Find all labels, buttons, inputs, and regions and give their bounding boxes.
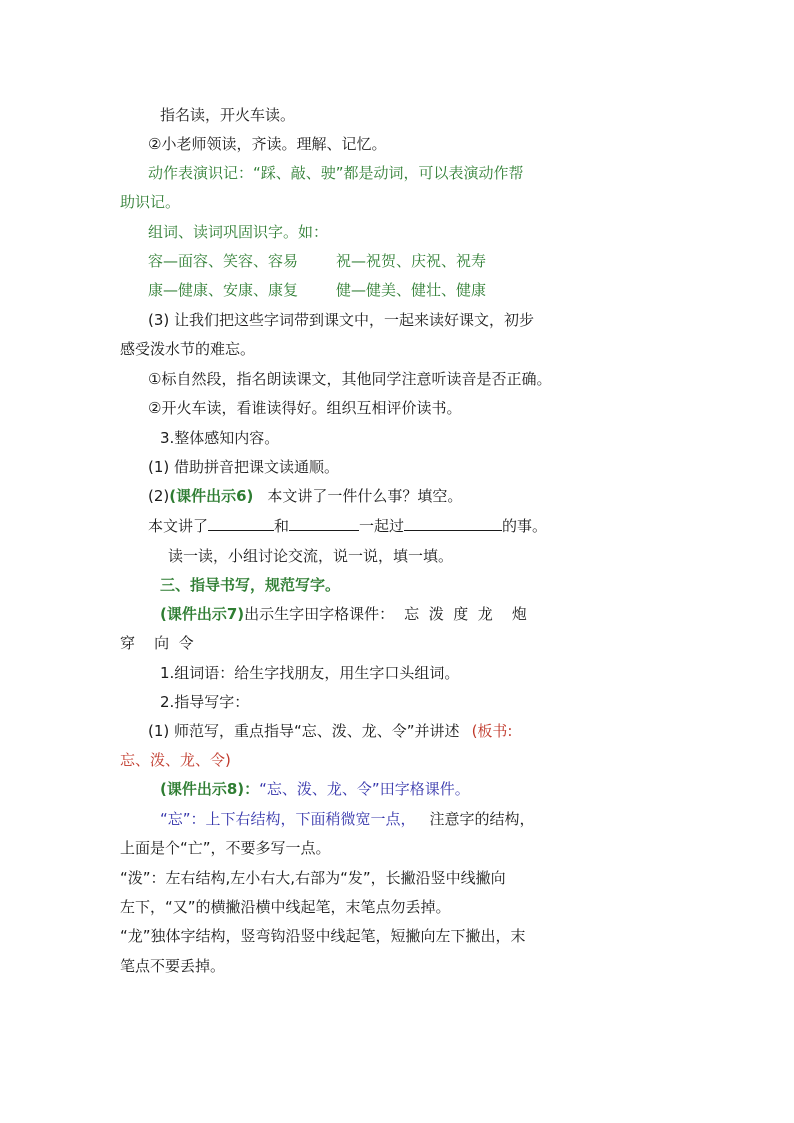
text-line: 康—健康、安康、康复 (148, 281, 299, 299)
board-note: (板书: (471, 722, 513, 740)
text-line: 上面是个“亡”，不要多写一点。 (120, 839, 331, 857)
text-line: “泼”：左右结构,左小右大,右部为“发”，长撇沿竖中线撇向 (120, 869, 506, 887)
section-heading: 三、指导书写，规范写字。 (160, 576, 341, 594)
text-line (160, 809, 535, 829)
fill-text: 本文讲了 (148, 517, 209, 535)
text-line: ②小老师领读，齐读。理解、记忆。 (148, 135, 387, 153)
text-line: 健—健美、健壮、健康 (336, 281, 487, 299)
text-line: 容—面容、笑容、容易 (148, 252, 299, 270)
blank (208, 516, 274, 531)
text-line: 组词、读词巩固识字。如： (148, 223, 329, 241)
text-line: 2.指导写字： (160, 693, 250, 711)
text-line: (1) 借助拼音把课文读通顺。 (148, 458, 340, 476)
fill-in-line (148, 516, 547, 536)
text-line: 指名读，开火车读。 (160, 106, 296, 124)
text-line (148, 721, 512, 741)
text-line: 穿 向 令 (120, 634, 194, 652)
char-list: 忘 泼 度 龙 炮 (404, 605, 527, 623)
fill-text: 和 (274, 517, 290, 535)
blank (289, 516, 359, 531)
text-span: 出示生字田字格课件： (244, 605, 395, 623)
text-line: 1.组词语：给生字找朋友，用生字口头组词。 (160, 664, 460, 682)
text-span: (1) 师范写，重点指导“忘、泼、龙、令”并讲述 (148, 722, 460, 740)
text-line (148, 486, 462, 506)
text-line: 祝—祝贺、庆祝、祝寿 (336, 252, 487, 270)
question-text: 本文讲了一件什么事？填空。 (267, 487, 463, 505)
courseware-tag: (课件出示7) (160, 605, 245, 623)
text-line: 感受泼水节的难忘。 (120, 340, 256, 358)
text-line: 动作表演识记：“踩、敲、驶”都是动词，可以表演动作帮 (148, 164, 524, 182)
text-span: “忘、泼、龙、令”田字格课件。 (259, 780, 470, 798)
text-line (160, 779, 470, 799)
text-line: 笔点不要丢掉。 (120, 957, 226, 975)
text-span: 注意字的结构， (429, 810, 535, 828)
fill-text: 一起过 (359, 517, 405, 535)
item-number: (2) (148, 487, 170, 505)
text-line: “龙”独体字结构，竖弯钩沿竖中线起笔，短撇向左下撇出，末 (120, 927, 526, 945)
fill-text: 的事。 (502, 517, 548, 535)
courseware-tag: (课件出示6) (169, 487, 254, 505)
text-line: 左下，“又”的横撇沿横中线起笔，末笔点勿丢掉。 (120, 898, 451, 916)
text-line: 3.整体感知内容。 (160, 429, 280, 447)
text-span: “忘”：上下右结构，下面稍微宽一点， (160, 810, 416, 828)
text-line: (3) 让我们把这些字词带到课文中，一起来读好课文，初步 (148, 311, 535, 329)
text-line (160, 604, 527, 624)
text-line: ②开火车读，看谁读得好。组织互相评价读书。 (148, 399, 462, 417)
courseware-tag: (课件出示8)： (160, 780, 260, 798)
blank (404, 516, 502, 531)
text-line: 助识记。 (120, 193, 181, 211)
text-line: ①标自然段，指名朗读课文，其他同学注意听读音是否正确。 (148, 370, 552, 388)
text-line: 读一读，小组讨论交流，说一说，填一填。 (168, 547, 454, 565)
board-note: 忘、泼、龙、令) (120, 751, 231, 769)
